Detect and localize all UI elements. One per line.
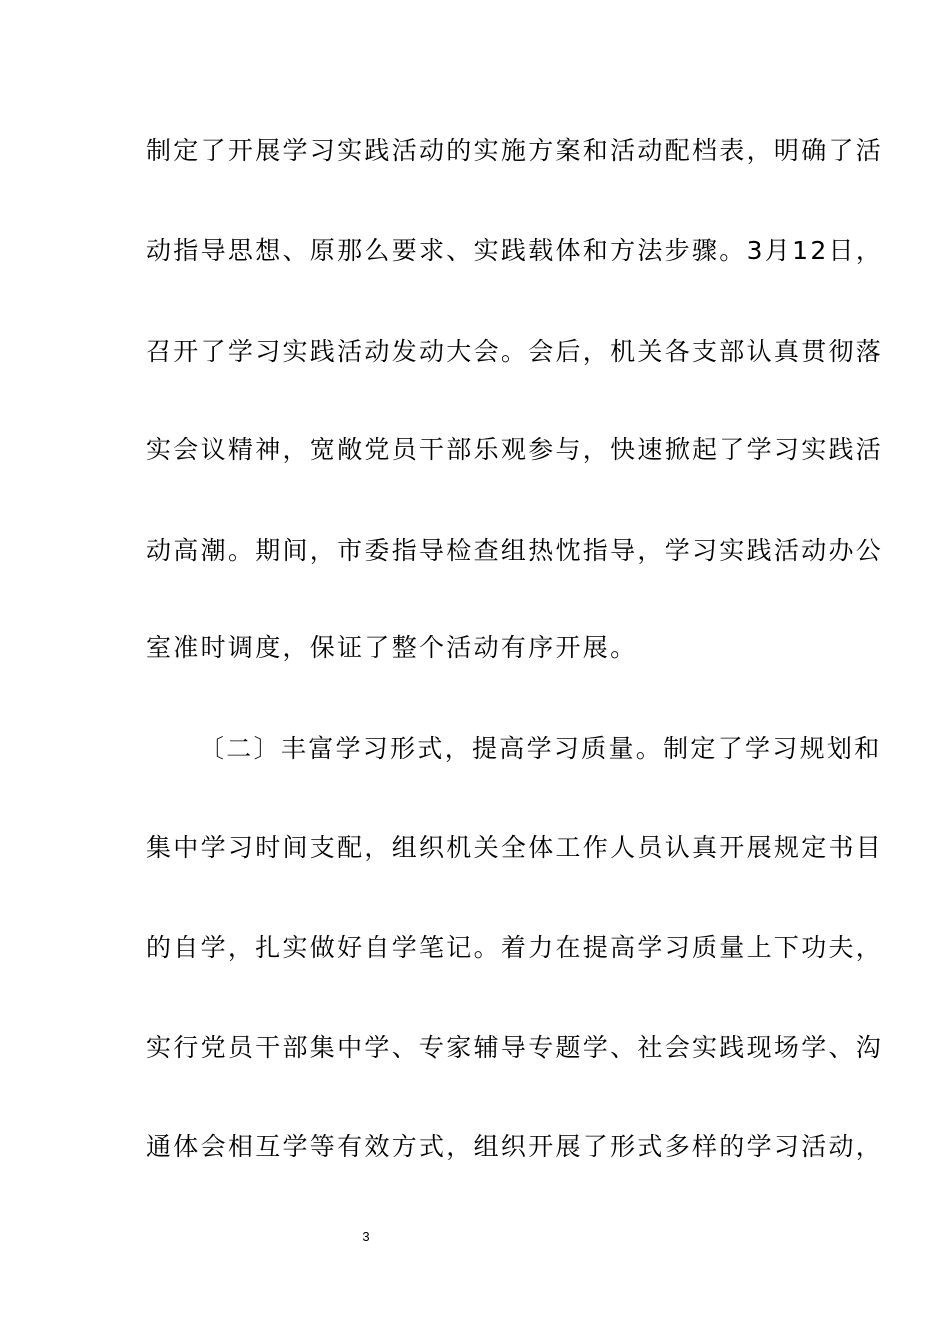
text-line: 实行党员干部集中学、专家辅导专题学、社会实践现场学、沟 — [146, 1033, 884, 1062]
text-line: 集中学习时间支配，组织机关全体工作人员认真开展规定书目 — [146, 833, 884, 862]
text-line: 室准时调度，保证了整个活动有序开展。 — [146, 633, 638, 662]
text-line: 制定了开展学习实践活动的实施方案和活动配档表，明确了活 — [146, 136, 884, 165]
text-line: 召开了学习实践活动发动大会。会后，机关各支部认真贯彻落 — [146, 337, 884, 366]
page-number: 3 — [362, 1229, 370, 1244]
text-line: 动指导思想、原那么要求、实践载体和方法步骤。3月12日， — [146, 236, 884, 265]
section-heading-line: 〔二〕丰富学习形式，提高学习质量。制定了学习规划和 — [199, 734, 882, 763]
text-line: 动高潮。期间，市委指导检查组热忱指导，学习实践活动办公 — [146, 536, 884, 565]
text-line: 的自学，扎实做好自学笔记。着力在提高学习质量上下功夫， — [146, 933, 884, 962]
text-line: 实会议精神，宽敞党员干部乐观参与，快速掀起了学习实践活 — [146, 435, 884, 464]
text-line: 通体会相互学等有效方式，组织开展了形式多样的学习活动， — [146, 1132, 884, 1161]
